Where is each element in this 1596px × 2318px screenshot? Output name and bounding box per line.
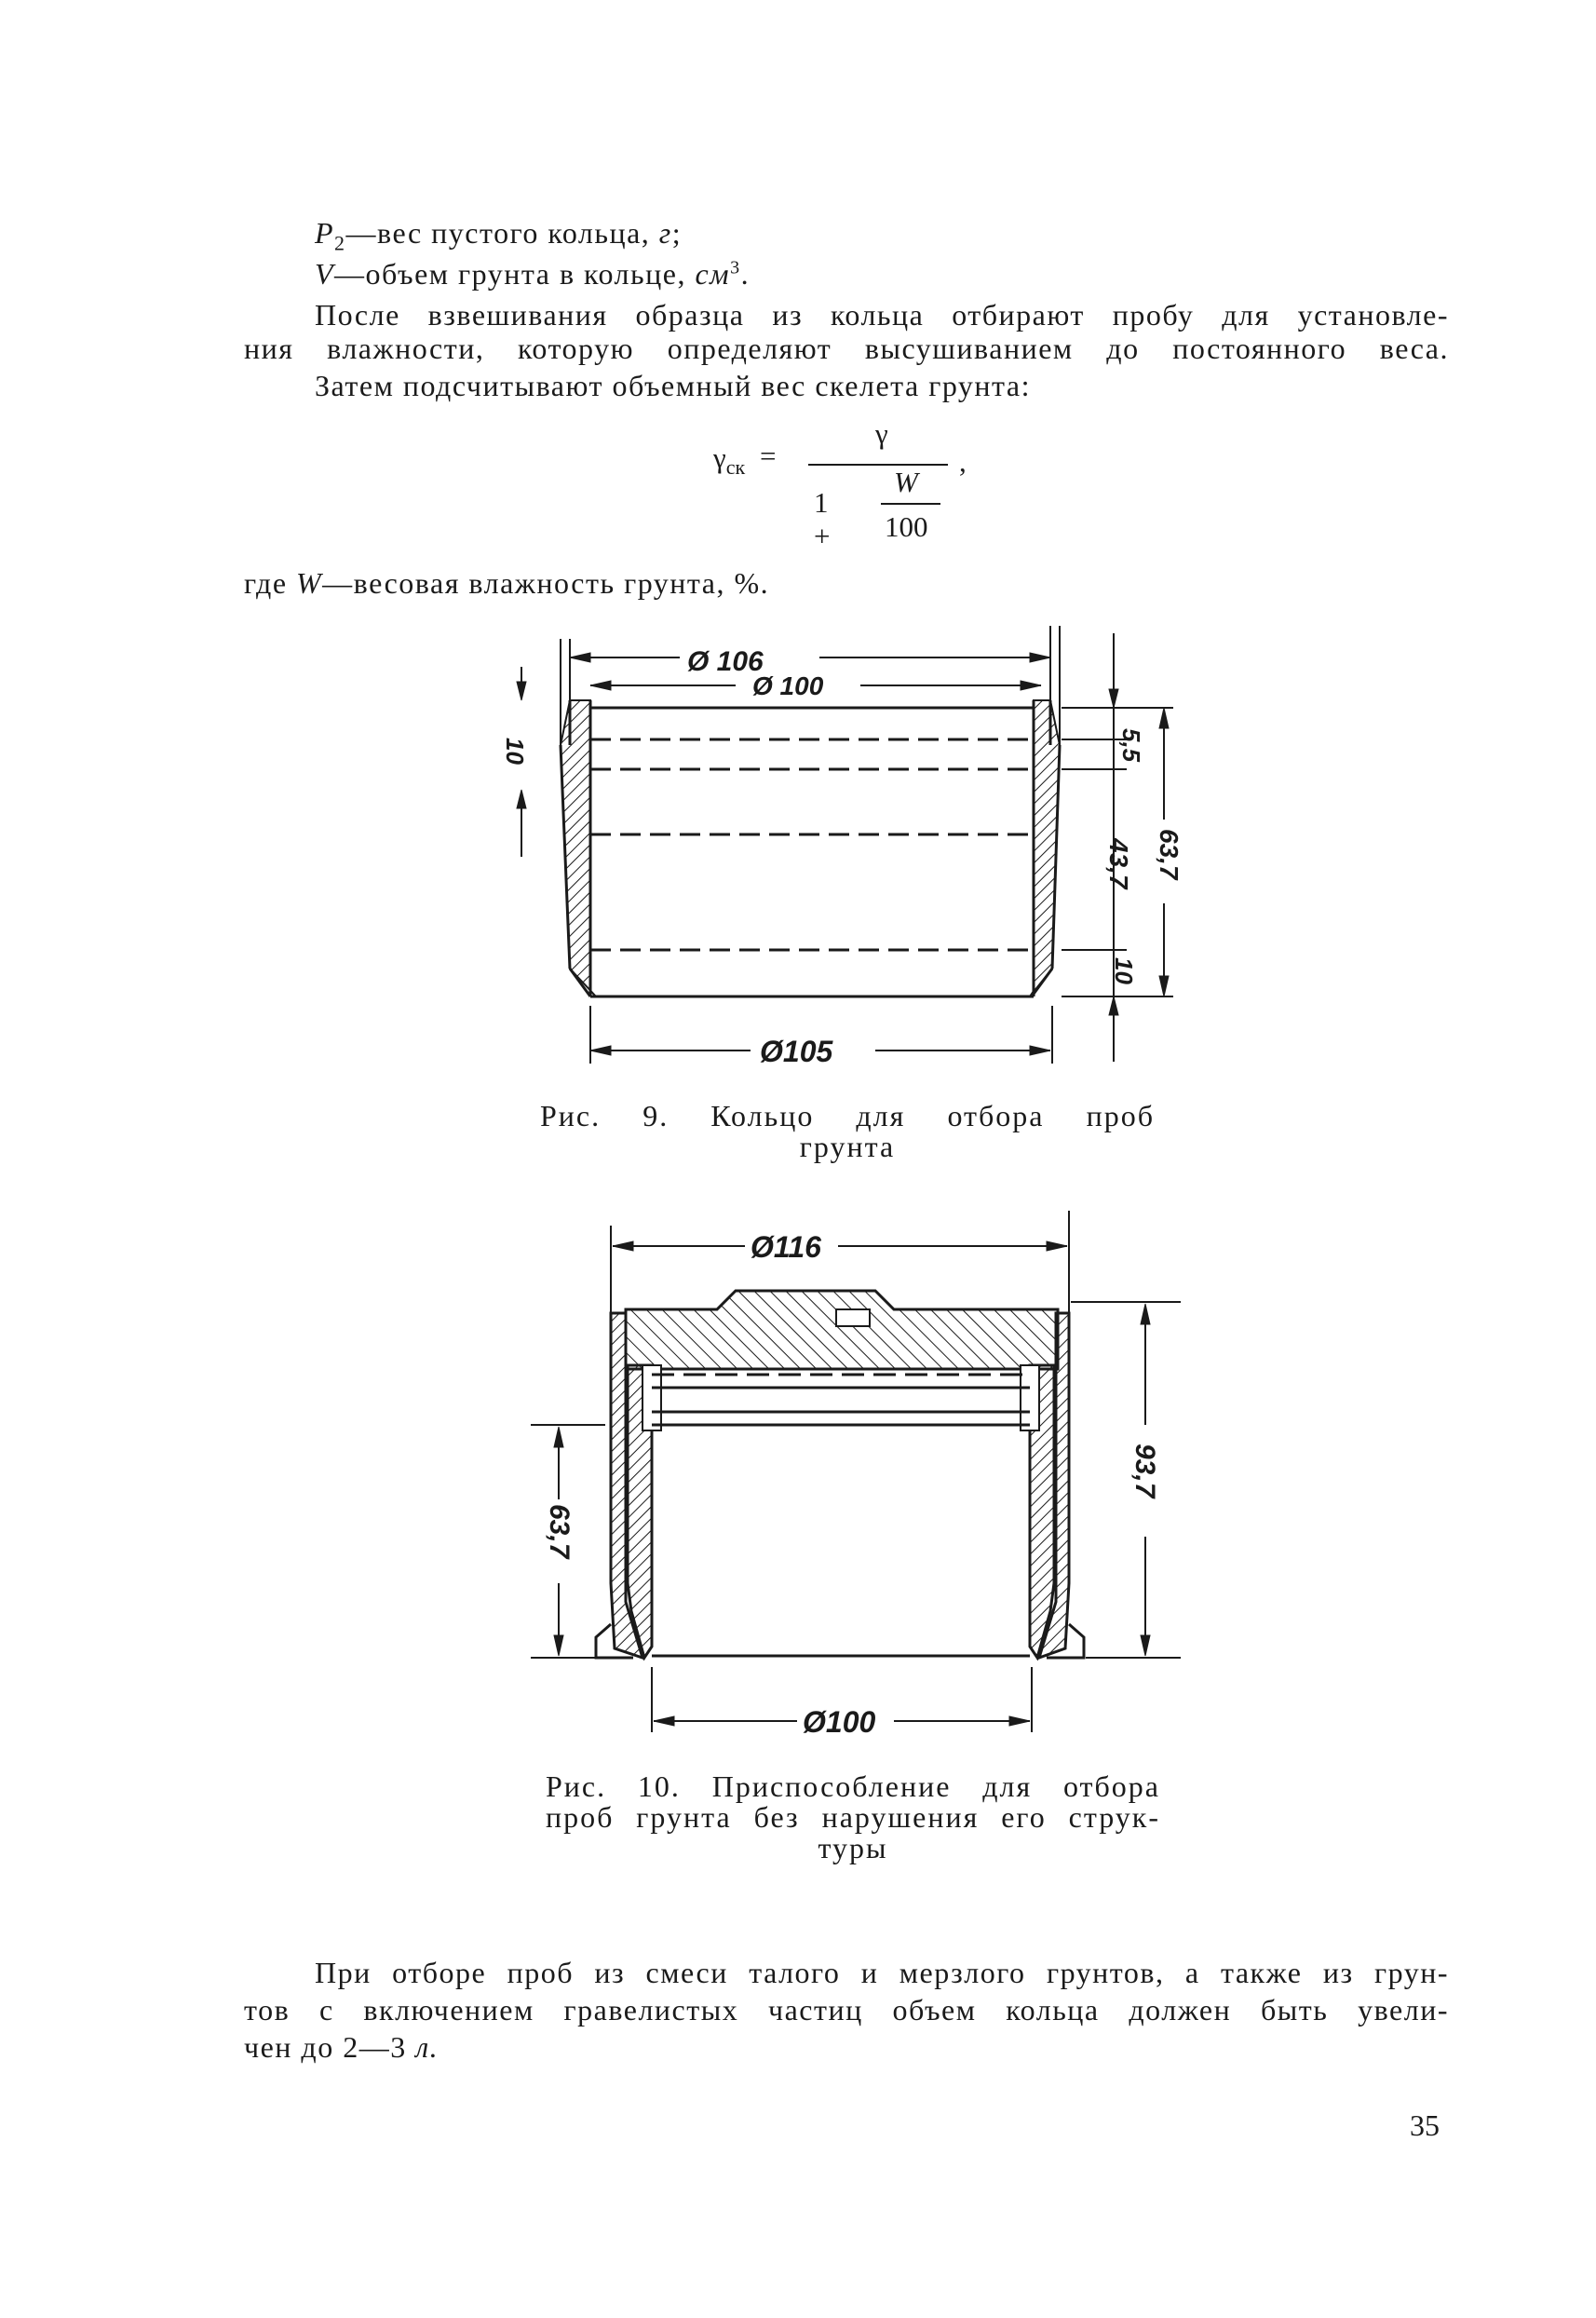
- formula-numerator: γ: [875, 417, 888, 450]
- page-number: 35: [1410, 2108, 1440, 2142]
- para2-line1: При отборе проб из смеси талого и мерзлого грунтов, а также из грун-: [315, 1956, 1449, 1989]
- para1-line3: Затем подсчитывают объемный вес скелета грунта:: [315, 369, 1032, 402]
- fig10-dim-h63-7: 63,7: [544, 1504, 575, 1559]
- fig9-dim-d100: Ø 100: [752, 671, 824, 700]
- fig10-caption-line2: проб грунта без нарушения его струк-: [546, 1800, 1160, 1834]
- formula-denominator-100: 100: [885, 510, 928, 543]
- formula-denominator-one: 1 +: [814, 486, 831, 552]
- fig10-caption: [546, 1769, 1160, 1865]
- para2-line3: [244, 2030, 439, 2065]
- def-v-unit: см: [695, 257, 731, 291]
- def-p2-unit: г: [658, 216, 672, 250]
- formula-eq: =: [760, 440, 777, 472]
- fig10-caption-line1: Рис. 10. Приспособление для отбора: [546, 1769, 1160, 1803]
- fig9-caption-line1: Рис. 9. Кольцо для отбора проб: [540, 1099, 1155, 1132]
- fig10-caption-line3: туры: [818, 1831, 888, 1864]
- def-v-end: .: [740, 257, 751, 291]
- def-p2-subscript: 2: [334, 231, 346, 255]
- def-v-symbol: V: [315, 257, 335, 291]
- def-p2-end: ;: [671, 216, 683, 250]
- para2-line2: тов с включением гравелистых частиц объем кольца должен быть увели-: [244, 1993, 1449, 2027]
- fig9-dim-d106: Ø 106: [687, 646, 764, 677]
- para2-line3-text: чен до 2—3 л.: [244, 2030, 440, 2064]
- fig9-caption-line2: грунта: [799, 1130, 896, 1163]
- fig10-dim-h93-7: 93,7: [1129, 1444, 1160, 1498]
- fig9-dim-h5-5: 5,5: [1117, 728, 1145, 763]
- fig9-dim-h10-right: 10: [1110, 957, 1138, 984]
- fig9-dim-h63-7: 63,7: [1155, 829, 1183, 880]
- formula-comma: ,: [959, 445, 967, 478]
- def-p2-text: —вес пустого кольца,: [345, 216, 659, 250]
- fig9-dim-h43-7: 43,7: [1104, 838, 1133, 889]
- fig9-dim-d105: Ø105: [760, 1035, 833, 1068]
- para1-line2: ния влажности, которую определяют высушиванием до постоянного веса.: [244, 332, 1449, 365]
- def-p2-symbol: P: [315, 216, 335, 250]
- where-text: —весовая влажность грунта, %.: [322, 566, 770, 600]
- fig10-dim-d100: Ø100: [803, 1705, 876, 1739]
- formula-lhs: $\gamma_{ск}$: [713, 441, 746, 480]
- para1-line1: После взвешивания образца из кольца отбирают пробу для установле-: [315, 298, 1449, 332]
- fig9-dim-h10-left: 10: [501, 738, 529, 765]
- def-v-superscript: 3: [730, 257, 741, 278]
- where-symbol: W: [296, 566, 323, 600]
- where-pre: где: [244, 566, 297, 600]
- def-v-text: —объем грунта в кольце,: [334, 257, 696, 291]
- formula-denominator-w: W: [894, 466, 918, 498]
- fig10-dim-d116: Ø116: [751, 1230, 821, 1264]
- para2-unit-liter: л.: [415, 2030, 440, 2064]
